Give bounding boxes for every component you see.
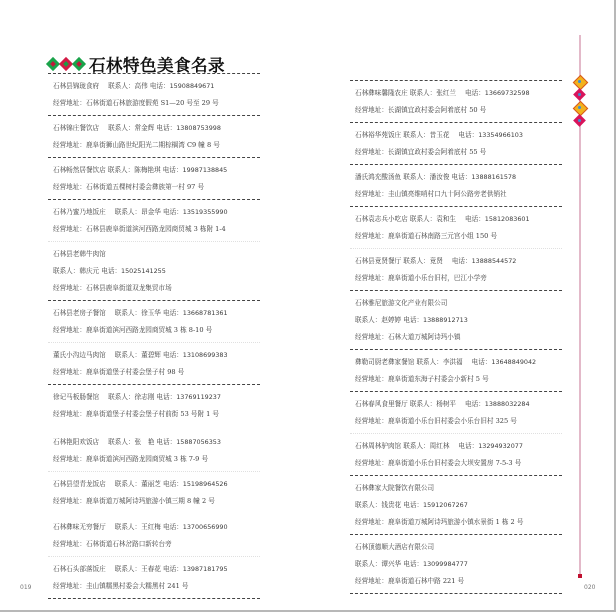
list-item <box>48 385 260 426</box>
address: 圭山镇亮维哨村口九十阿公路旁老供销社 <box>387 190 507 198</box>
address-label: 经营地址： <box>355 232 388 240</box>
contact-person: 王红梅 <box>141 523 161 531</box>
restaurant-name: 徐记马板肠餐馆 <box>53 393 100 401</box>
contact-person: 杨树平 <box>436 400 457 408</box>
address: 鹿阜街狮山路世纪阳光二期棕榈湾 C9 幢 8 号 <box>85 141 220 149</box>
contact-label: 联系人： <box>114 351 142 359</box>
phone-label: 电话： <box>156 438 177 446</box>
contact-person: 陈梅艳琪 <box>134 166 161 174</box>
company-name: 石林雅尼旅游文化产业有限公司 <box>355 299 448 307</box>
restaurant-name: 潘氏鸿充酸汤鱼 <box>355 173 402 181</box>
list-item <box>48 472 260 513</box>
page-number-left: 019 <box>20 584 32 591</box>
address-label: 经营地址： <box>53 497 86 505</box>
company-name: 石林彝家大院餐饮有限公司 <box>355 484 435 492</box>
address-label: 经营地址： <box>53 183 86 191</box>
list-item <box>350 392 562 433</box>
address: 石林街道石林岔路口新转台旁 <box>85 540 172 548</box>
phone-label: 电话： <box>458 131 479 139</box>
contact-person: 张红兰 <box>436 89 457 97</box>
address: 石林街道五棵树村委会彝族第一村 97 号 <box>85 183 205 191</box>
restaurant-name: 石林周林驴肉馆 <box>355 442 402 450</box>
contact-person: 李洪福 <box>442 358 463 366</box>
restaurant-name: 石林县竟贤餐厅 <box>355 257 402 265</box>
phone-number: 13700656990 <box>182 523 228 531</box>
address: 石林街道石林旅游度假苑 S1—20 号至 29 号 <box>85 99 219 107</box>
contact-person: 徐玉华 <box>141 309 161 317</box>
phone-number: 13669732598 <box>484 89 530 97</box>
list-item <box>48 301 260 342</box>
contact-person: 韩庆元 <box>79 267 100 275</box>
address: 鹿阜街道小乐台旧村委会大坝安置房 7-5-3 号 <box>387 459 522 467</box>
page-title: 石林特色美食名录 <box>89 56 225 75</box>
list-item <box>350 249 562 290</box>
contact-person: 张 艳 <box>134 438 155 446</box>
diamond-ornament-icon <box>47 59 85 69</box>
address-label: 经营地址： <box>53 141 86 149</box>
phone-number: 13769119237 <box>176 393 221 401</box>
list-item <box>350 165 562 206</box>
contact-person: 潘汝俊 <box>429 173 450 181</box>
contact-label: 联系人： <box>403 257 430 265</box>
restaurant-name: 石林彝味馨隆农庄 <box>355 89 408 97</box>
contact-person: 董丽芝 <box>141 480 161 488</box>
phone-number: 19987138845 <box>182 166 228 174</box>
contact-person: 高伟 <box>134 82 148 90</box>
restaurant-name: 石林县老房子餐馆 <box>53 309 106 317</box>
phone-label: 电话： <box>471 358 492 366</box>
contact-label: 联系人： <box>108 393 135 401</box>
phone-label: 电话： <box>403 316 424 324</box>
phone-label: 电话： <box>163 523 183 531</box>
page-number-right: 020 <box>584 584 596 591</box>
address: 石林县鹿阜街道滨河西路龙园商贸城 3 栋附 1-4 <box>85 225 226 233</box>
contact-label: 联系人： <box>108 124 135 132</box>
list-item <box>350 476 562 534</box>
list-item <box>48 343 260 384</box>
address-label: 经营地址： <box>53 284 86 292</box>
contact-person: 赵婷婷 <box>381 316 402 324</box>
phone-number: 13888032284 <box>484 400 530 408</box>
address: 鹿阜街道小乐台旧村，巴江小学旁 <box>387 274 487 282</box>
contact-label: 联系人： <box>107 166 135 174</box>
address-label: 经营地址： <box>53 582 86 590</box>
contact-person: 徐志刚 <box>134 393 155 401</box>
green-diamond-icon <box>72 57 86 71</box>
restaurant-name: 石林艳阳欢饭店 <box>53 438 100 446</box>
restaurant-name: 石林畅然居餐饮店 <box>53 166 106 174</box>
address-label: 经营地址： <box>53 540 86 548</box>
address-label: 经营地址： <box>355 459 388 467</box>
list-item <box>350 123 562 164</box>
contact-label: 联系人： <box>53 267 80 275</box>
contact-label: 联系人： <box>409 400 437 408</box>
right-directory-column <box>350 80 562 594</box>
phone-number: 13987181795 <box>182 565 228 573</box>
phone-label: 电话： <box>465 215 485 223</box>
address-label: 经营地址： <box>355 333 388 341</box>
phone-label: 电话： <box>163 351 183 359</box>
restaurant-name: 石林袁志兵小吃店 <box>355 215 408 223</box>
divider <box>48 598 260 599</box>
contact-label: 联系人： <box>403 442 430 450</box>
contact-label: 联系人： <box>108 82 135 90</box>
address: 鹿阜街道小乐台旧村委会小乐台旧村 325 号 <box>387 417 517 425</box>
contact-label: 联系人： <box>114 208 142 216</box>
address-label: 经营地址： <box>53 225 86 233</box>
address: 长湖镇宜政村委会阿着底村 55 号 <box>387 148 487 156</box>
address: 石林大道万城阿诗玛小镇 <box>387 333 461 341</box>
list-item <box>48 116 260 157</box>
phone-number: 13668781361 <box>182 309 228 317</box>
address: 鹿阜街道堡子村委会堡子村 98 号 <box>85 368 185 376</box>
phone-number: 13648849042 <box>491 358 537 366</box>
phone-label: 电话： <box>403 501 424 509</box>
address: 鹿阜街道滨河西路龙园商贸城 3 栋 8-10 号 <box>85 326 213 334</box>
phone-number: 15198964526 <box>182 480 228 488</box>
restaurant-name: 石林县老韩牛肉馆 <box>53 250 106 258</box>
phone-number: 15025141255 <box>121 267 166 275</box>
address: 鹿阜街道石林南路三元宫小组 150 号 <box>387 232 498 240</box>
address-label: 经营地址： <box>53 326 86 334</box>
contact-label: 联系人： <box>114 565 142 573</box>
phone-number: 13888544572 <box>471 257 517 265</box>
contact-person: 周红林 <box>429 442 450 450</box>
contact-label: 联系人： <box>355 560 382 568</box>
divider <box>350 593 562 594</box>
phone-label: 电话： <box>451 173 472 181</box>
phone-label: 电话： <box>149 82 170 90</box>
contact-person: 竟贤 <box>429 257 443 265</box>
list-item <box>48 158 260 199</box>
restaurant-name: 董氏小沟边马肉馆 <box>53 351 106 359</box>
restaurant-name: 彝勒司厨老彝家餐馆 <box>355 358 415 366</box>
contact-label: 联系人： <box>416 358 443 366</box>
list-item <box>350 350 562 391</box>
address: 鹿阜街道石林中路 221 号 <box>387 577 465 585</box>
phone-label: 电话： <box>156 124 177 132</box>
margin-rule-end-dot <box>578 574 582 578</box>
address-label: 经营地址： <box>53 368 86 376</box>
phone-number: 15812083601 <box>484 215 530 223</box>
address: 石林县鹿阜街道双龙集贸市场 <box>85 284 172 292</box>
phone-label: 电话： <box>465 400 485 408</box>
contact-label: 联系人： <box>114 480 142 488</box>
phone-number: 13294932077 <box>478 442 523 450</box>
phone-label: 电话： <box>465 89 485 97</box>
phone-number: 13108699383 <box>182 351 228 359</box>
list-item <box>48 200 260 241</box>
address-label: 经营地址： <box>355 148 388 156</box>
address: 鹿阜街道万城阿诗玛旅游小镇三期 8 幢 2 号 <box>85 497 215 505</box>
restaurant-name: 石林县锦珑食府 <box>53 82 100 90</box>
address-label: 经营地址： <box>355 417 388 425</box>
address-label: 经营地址： <box>355 518 388 526</box>
phone-number: 13099984777 <box>423 560 468 568</box>
phone-label: 电话： <box>458 442 479 450</box>
contact-label: 联系人： <box>114 309 142 317</box>
restaurant-name: 石林锦庄餐饮店 <box>53 124 100 132</box>
contact-label: 联系人： <box>403 173 430 181</box>
contact-person: 昔玉花 <box>429 131 450 139</box>
contact-label: 联系人： <box>409 215 437 223</box>
list-item <box>48 242 260 300</box>
yellow-diamond-ornament-icon <box>573 101 586 114</box>
list-item <box>350 535 562 593</box>
contact-person: 董碧辉 <box>141 351 161 359</box>
phone-label: 电话： <box>403 560 424 568</box>
phone-label: 电话： <box>156 393 177 401</box>
phone-number: 15908849671 <box>169 82 215 90</box>
contact-label: 联系人： <box>409 89 437 97</box>
address-label: 经营地址： <box>355 190 388 198</box>
phone-label: 电话： <box>451 257 472 265</box>
contact-label: 联系人： <box>108 438 135 446</box>
magenta-diamond-ornament-icon <box>573 114 586 127</box>
contact-person: 王春花 <box>141 565 161 573</box>
list-item <box>350 434 562 475</box>
magenta-diamond-ornament-icon <box>573 88 586 101</box>
restaurant-name: 石林彝味无穷餐厅 <box>53 523 106 531</box>
contact-person: 昂金华 <box>141 208 161 216</box>
list-item <box>48 515 260 556</box>
address: 鹿阜街道东海子村委会小新村 5 号 <box>387 375 489 383</box>
address-label: 经营地址： <box>355 577 388 585</box>
phone-number: 13808753998 <box>176 124 221 132</box>
phone-label: 电话： <box>163 565 183 573</box>
contact-person: 常金辉 <box>134 124 155 132</box>
phone-number: 13354966103 <box>478 131 523 139</box>
address: 鹿阜街道滨河西路龙园商贸城 3 栋 7-9 号 <box>85 455 209 463</box>
left-directory-column <box>48 73 260 599</box>
phone-number: 13888161578 <box>471 173 517 181</box>
phone-label: 电话： <box>162 166 183 174</box>
phone-label: 电话： <box>163 309 183 317</box>
address: 鹿阜街道万城阿诗玛旅游小镇水景街 1 栋 2 号 <box>387 518 524 526</box>
phone-label: 电话： <box>163 480 183 488</box>
list-item <box>48 557 260 598</box>
address: 鹿阜街道堡子村委会堡子村前街 53 号附 1 号 <box>85 410 220 418</box>
contact-label: 联系人： <box>114 523 142 531</box>
phone-label: 电话： <box>101 267 122 275</box>
contact-person: 钱贵花 <box>381 501 402 509</box>
list-item <box>350 81 562 122</box>
list-item <box>350 207 562 248</box>
address-label: 经营地址： <box>355 274 388 282</box>
contact-label: 联系人： <box>355 501 382 509</box>
address-label: 经营地址： <box>53 455 86 463</box>
list-item <box>350 291 562 349</box>
address-label: 经营地址： <box>53 410 86 418</box>
restaurant-name: 石林裕华苑饭庄 <box>355 131 402 139</box>
address: 长湖镇宜政村委会阿着底村 50 号 <box>387 106 487 114</box>
contact-person: 谭兴华 <box>381 560 402 568</box>
phone-number: 13519355990 <box>182 208 228 216</box>
phone-number: 15912067267 <box>423 501 468 509</box>
contact-person: 袁和生 <box>436 215 457 223</box>
phone-number: 15887056353 <box>176 438 221 446</box>
restaurant-name: 石林县望青龙饭店 <box>53 480 106 488</box>
address-label: 经营地址： <box>355 106 388 114</box>
restaurant-name: 石林春风食里餐厅 <box>355 400 408 408</box>
contact-label: 联系人： <box>403 131 430 139</box>
company-name: 石林顶德顺大酒店有限公司 <box>355 543 435 551</box>
restaurant-name: 石林石头部落饭庄 <box>53 565 106 573</box>
contact-label: 联系人： <box>355 316 382 324</box>
list-item <box>48 430 260 471</box>
phone-label: 电话： <box>163 208 183 216</box>
phone-number: 13888912713 <box>423 316 468 324</box>
restaurant-name: 石林乃蜜乃地饭庄 <box>53 208 106 216</box>
yellow-diamond-ornament-icon <box>573 75 586 88</box>
list-item <box>48 74 260 115</box>
address-label: 经营地址： <box>53 99 86 107</box>
address-label: 经营地址： <box>355 375 388 383</box>
address: 圭山镇糯黑村委会大糯黑村 241 号 <box>85 582 189 590</box>
